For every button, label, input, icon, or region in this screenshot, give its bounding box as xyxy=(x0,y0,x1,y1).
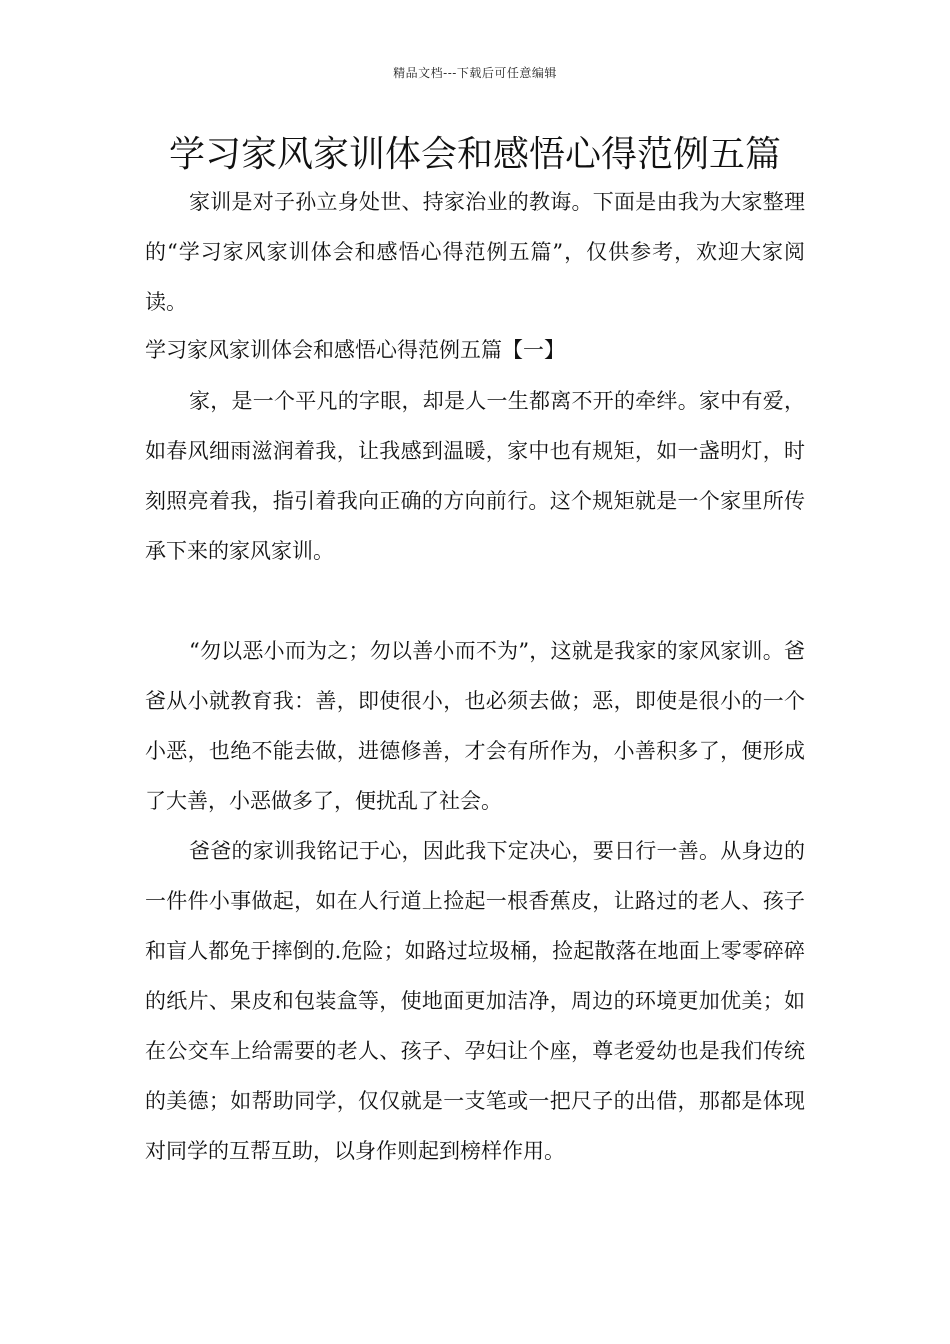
body-paragraph-3: 爸爸的家训我铭记于心，因此我下定决心，要日行一善。从身边的一件件小事做起，如在人行道上捡起一根香蕉皮，让路过的老人、孩子和盲人都免于摔倒的.危险；如路过垃圾桶，捡起散落在地面上零零碎碎的纸片、果皮和包装盒等，使地面更加洁净，周边的环境更加优美；如在公交车上给需要的老人、孩子、孕妇让个座，尊老爱幼也是我们传统的美德；如帮助同学，仅仅就是一支笔或一把尺子的出借，那都是体现对同学的互帮互助，以身作则起到榜样作用。 xyxy=(145,839,805,1163)
body-paragraph-1: 家，是一个平凡的字眼，却是人一生都离不开的牵绊。家中有爱，如春风细雨滋润着我，让我感到温暖，家中也有规矩，如一盏明灯，时刻照亮着我，指引着我向正确的方向前行。这个规矩就是一个家里所传承下来的家风家训。 xyxy=(145,389,805,563)
body-paragraph-2: “勿以恶小而为之；勿以善小而不为”，这就是我家的家风家训。爸爸从小就教育我：善，即使很小，也必须去做；恶，即使是很小的一个小恶，也绝不能去做，进德修善，才会有所作为，小善积多了，便形成了大善，小恶做多了，便扰乱了社会。 xyxy=(145,639,805,813)
header-note: 精品文档---下载后可任意编辑 xyxy=(393,66,557,80)
intro-paragraph: 家训是对子孙立身处世、持家治业的教诲。下面是由我为大家整理的“学习家风家训体会和感悟心得范例五篇”，仅供参考，欢迎大家阅读。 xyxy=(145,190,805,314)
section-heading: 学习家风家训体会和感悟心得范例五篇【一】 xyxy=(145,338,565,362)
document-title: 学习家风家训体会和感悟心得范例五篇 xyxy=(168,134,781,175)
